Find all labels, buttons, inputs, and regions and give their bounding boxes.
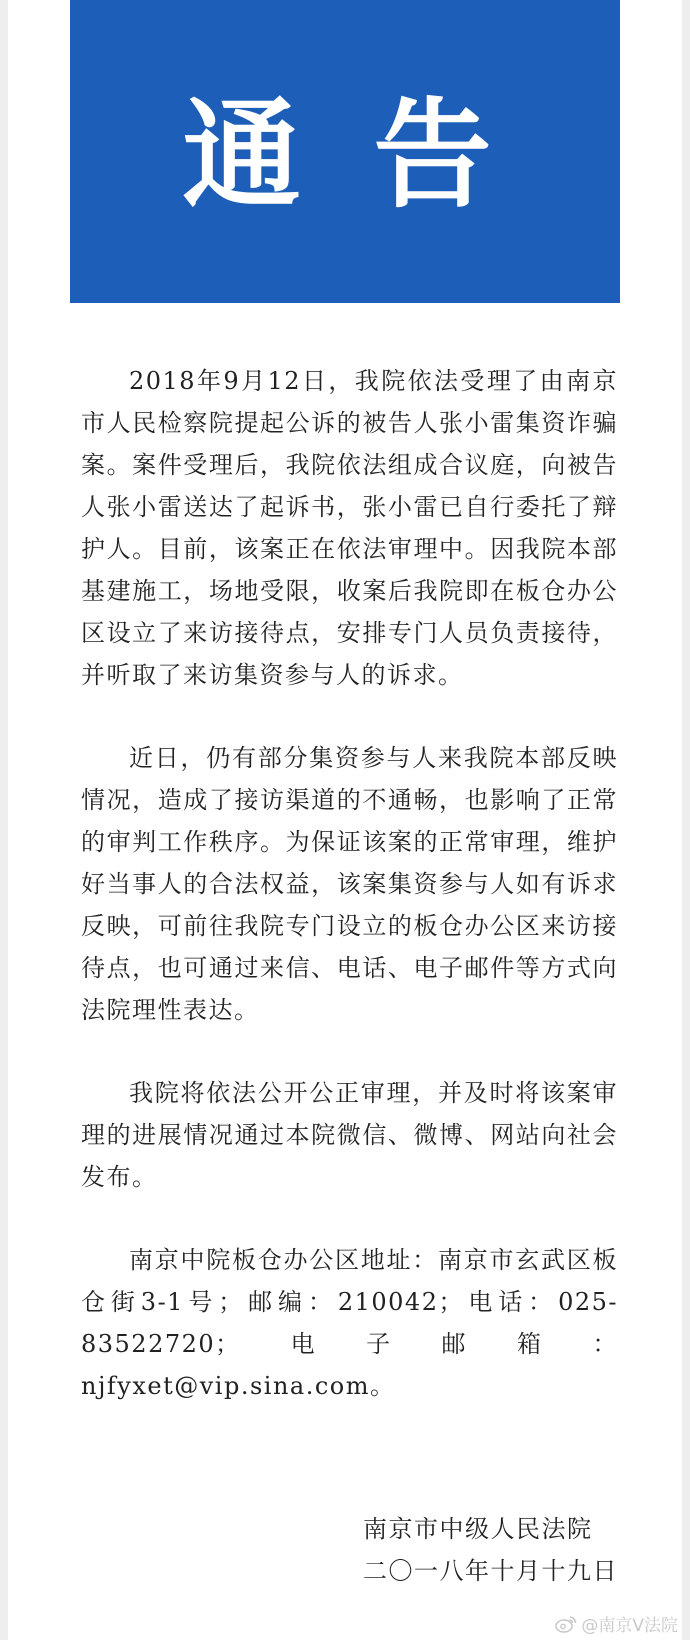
- paragraph-contact-info: 南京中院板仓办公区地址：南京市玄武区板仓街3-1号；邮编：210042；电话：025-83522720；电子邮箱：njfyxet@vip.sina.com。: [81, 1246, 618, 1400]
- notice-title: 通 告: [182, 85, 508, 224]
- right-border: [682, 0, 690, 1640]
- paragraph-petition-channel: 近日，仍有部分集资参与人来我院本部反映情况，造成了接访渠道的不通畅，也影响了正常的审判工作秩序。为保证该案的正常审理，维护好当事人的合法权益，该案集资参与人如有诉求反映，可前往我院专门设立的板仓办公区来访接待点，也可通过来信、电话、电子邮件等方式向法院理性表达。: [81, 744, 618, 1024]
- weibo-icon: [555, 1615, 577, 1633]
- watermark: [555, 1611, 678, 1636]
- issuer-name: 南京市中级人民法院: [363, 1515, 593, 1543]
- signature-block: [363, 1508, 618, 1592]
- left-border: [0, 0, 8, 1640]
- paragraph-trial-disclosure: 我院将依法公开公正审理，并及时将该案审理的进展情况通过本院微信、微博、网站向社会发布。: [81, 1079, 618, 1191]
- notice-banner: [70, 0, 620, 303]
- issue-date: 二〇一八年十月十九日: [363, 1557, 618, 1585]
- watermark-text: @南京V法院: [581, 1616, 678, 1636]
- notice-body: [81, 360, 618, 1407]
- paragraph-case-acceptance: 2018年9月12日，我院依法受理了由南京市人民检察院提起公诉的被告人张小雷集资诈骗案。案件受理后，我院依法组成合议庭，向被告人张小雷送达了起诉书，张小雷已自行委托了辩护人。目前，该案正在依法审理中。因我院本部基建施工，场地受限，收案后我院即在板仓办公区设立了来访接待点，安排专门人员负责接待，并听取了来访集资参与人的诉求。: [81, 367, 618, 689]
